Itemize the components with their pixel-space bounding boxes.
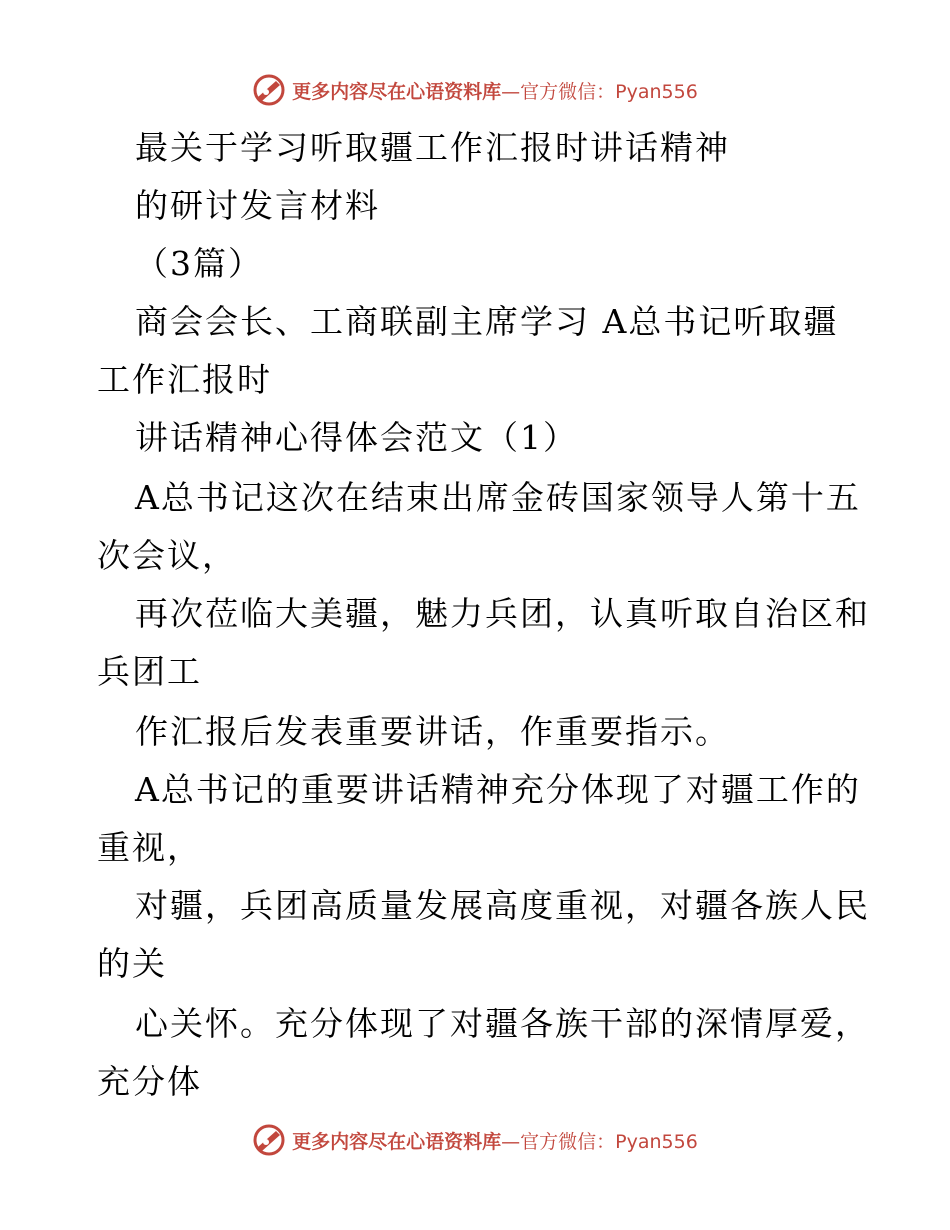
banner-wechat-text: 官方微信：Pyan556 — [520, 1130, 698, 1153]
banner-wechat-text: 官方微信：Pyan556 — [520, 80, 698, 103]
doc-title-line-3: （3篇） — [135, 244, 263, 283]
doc-title-line-1: 最关于学习听取疆工作汇报时讲话精神 — [135, 128, 730, 167]
doc-line: 的关 — [97, 944, 167, 983]
doc-line: 再次莅临大美疆，魅力兵团，认真听取自治区和 — [135, 594, 870, 633]
banner-separator: — — [501, 80, 521, 103]
doc-line: 兵团工 — [97, 652, 202, 691]
doc-line: 作汇报后发表重要讲话，作重要指示。 — [135, 712, 730, 751]
doc-title-line-2: 的研讨发言材料 — [135, 186, 380, 225]
doc-line: 讲话精神心得体会范文（1） — [135, 418, 578, 457]
banner-separator: — — [501, 1130, 521, 1153]
footer-watermark-banner — [0, 1120, 950, 1160]
banner-site-text: 更多内容尽在心语资料库 — [292, 80, 502, 103]
doc-line: A总书记的重要讲话精神充分体现了对疆工作的 — [135, 770, 861, 809]
pen-logo-icon — [252, 1123, 286, 1157]
banner-site-text: 更多内容尽在心语资料库 — [292, 1130, 502, 1153]
doc-line: 充分体 — [97, 1062, 202, 1101]
doc-line: A总书记这次在结束出席金砖国家领导人第十五 — [135, 478, 861, 517]
doc-line: 工作汇报时 — [97, 360, 272, 399]
doc-line: 重视， — [97, 828, 202, 867]
banner-text — [292, 77, 698, 104]
doc-line: 商会会长、工商联副主席学习 A总书记听取疆 — [135, 302, 839, 341]
pen-logo-icon — [252, 73, 286, 107]
banner-text — [292, 1127, 698, 1154]
doc-line: 对疆，兵团高质量发展高度重视，对疆各族人民 — [135, 886, 870, 925]
doc-line: 心关怀。充分体现了对疆各族干部的深情厚爱， — [135, 1004, 870, 1043]
header-watermark-banner — [0, 70, 950, 110]
doc-line: 次会议， — [97, 536, 237, 575]
